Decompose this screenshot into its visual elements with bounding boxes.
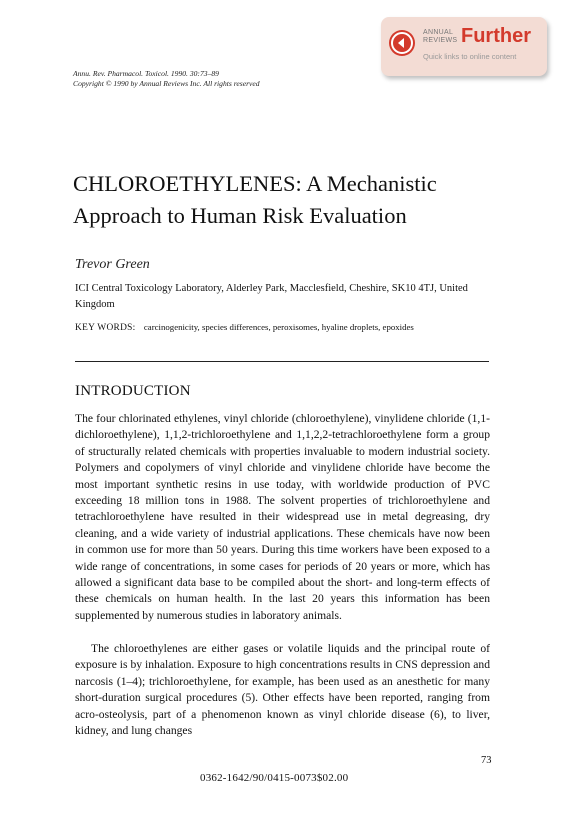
- annual-reviews-logo: [423, 29, 457, 45]
- author-name: Trevor Green: [75, 257, 150, 272]
- journal-citation: [73, 69, 260, 89]
- further-label: Further: [461, 25, 531, 47]
- page-number: 73: [481, 755, 492, 766]
- footer-code: 0362-1642/90/0415-0073$02.00: [200, 772, 349, 784]
- badge-subtitle: Quick links to online content: [423, 52, 517, 61]
- article-title: [73, 168, 533, 232]
- keywords-values: carcinogenicity, species differences, peroxisomes, hyaline droplets, epoxides: [143, 322, 414, 332]
- section-heading: INTRODUCTION: [75, 383, 191, 399]
- citation-line1: Annu. Rev. Pharmacol. Toxicol. 1990. 30:73–89: [73, 69, 219, 78]
- paragraph-1: The four chlorinated ethylenes, vinyl chloride (chloroethylene), vinylidene chloride (1,1-dichloroethylene), 1,1,2-trichloroethylene and 1,1,2,2-tetrachloroethylene form a group of structurally related chemicals with properties invaluable to modern industrial society. Polymers and copolymers of vinyl chloride and vinylidene chloride have become the most important synthetic resins in use today, with worldwide production of PVC exceeding 18 million tons in 1988. The solvent properties of trichloroethylene and tetrachloroethylene have resulted in their widespread use in metal degreasing, dry cleaning, and a wide variety of industrial applications. These chemicals have now been in common use for more than 50 years. During this time workers have been exposed to a wide range of concentrations, in some cases for periods of 20 years or more, which has allowed a significant data base to be compiled about the short- and long-term effects of these chemicals on human health. In the last 20 years this information has been supplemented by numerous studies in laboratory animals.: [75, 412, 490, 622]
- badge-line2: REVIEWS: [423, 37, 458, 44]
- citation-line2: Copyright © 1990 by Annual Reviews Inc. All rights reserved: [73, 79, 260, 88]
- annual-reviews-further-badge[interactable]: [381, 17, 547, 76]
- back-arrow-icon: [389, 30, 415, 56]
- keywords: [75, 322, 495, 333]
- author-affiliation: ICI Central Toxicology Laboratory, Alderley Park, Macclesfield, Cheshire, SK10 4TJ, United Kingdom: [75, 283, 468, 310]
- paragraph-2: The chloroethylenes are either gases or volatile liquids and the principal route of exposure is by inhalation. Exposure to high concentrations results in CNS depression and narcosis (1–4); trichloroethylene, for example, has been used as an anesthetic for many short-duration surgical procedures (5). Other effects have been reported, ranging from acro-osteolysis, part of a phenomenon known as vinyl chloride disease (6), to liver, kidney, and lung changes: [75, 642, 490, 738]
- badge-line1: ANNUAL: [423, 29, 454, 36]
- title-line2: Approach to Human Risk Evaluation: [73, 203, 407, 228]
- keywords-label: KEY WORDS:: [75, 323, 136, 333]
- section-divider: [75, 361, 489, 362]
- title-line1: CHLOROETHYLENES: A Mechanistic: [73, 171, 437, 196]
